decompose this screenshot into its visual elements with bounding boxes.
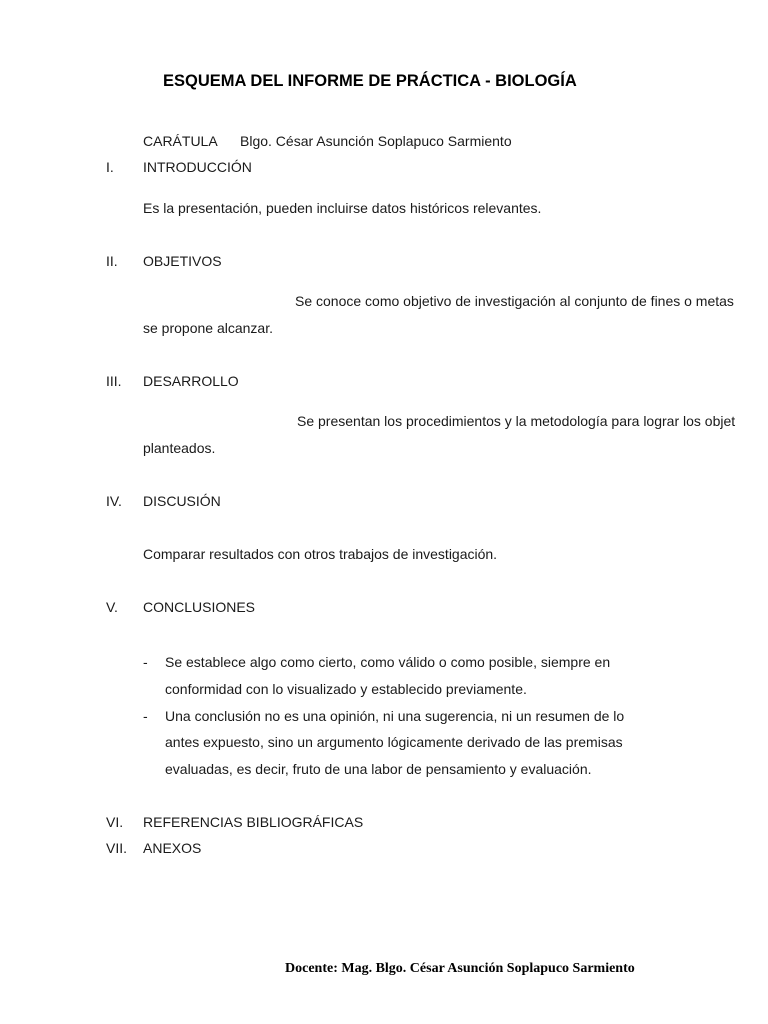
document-title: ESQUEMA DEL INFORME DE PRÁCTICA - BIOLOGÍA bbox=[163, 72, 577, 90]
section-body-introduccion: Es la presentación, pueden incluirse datos históricos relevantes. bbox=[143, 200, 542, 216]
section-body-objetivos-line2: se propone alcanzar. bbox=[143, 320, 273, 336]
section-numeral-introduccion: I. bbox=[106, 159, 114, 175]
section-numeral-discusion: IV. bbox=[106, 493, 122, 509]
section-heading-objetivos: OBJETIVOS bbox=[143, 253, 222, 269]
bullet-line: Una conclusión no es una opinión, ni una sugerencia, ni un resumen de lo bbox=[165, 708, 625, 724]
section-heading-introduccion: INTRODUCCIÓN bbox=[143, 159, 252, 175]
section-body-discusion: Comparar resultados con otros trabajos de investigación. bbox=[143, 546, 498, 562]
section-numeral-conclusiones: V. bbox=[106, 599, 118, 615]
caratula-author: Blgo. César Asunción Soplapuco Sarmiento bbox=[240, 133, 512, 149]
section-heading-referencias: REFERENCIAS BIBLIOGRÁFICAS bbox=[143, 814, 364, 830]
section-numeral-referencias: VI. bbox=[106, 814, 124, 830]
section-heading-anexos: ANEXOS bbox=[143, 840, 202, 856]
bullet-dash: - bbox=[143, 708, 148, 724]
bullet-line: evaluadas, es decir, fruto de una labor de pensamiento y evaluación. bbox=[165, 761, 592, 777]
bullet-dash: - bbox=[143, 654, 148, 670]
docente-signature-line: Docente: Mag. Blgo. César Asunción Soplapuco Sarmiento bbox=[285, 961, 635, 976]
bullet-line: antes expuesto, sino un argumento lógicamente derivado de las premisas bbox=[165, 734, 623, 750]
bullet-line: Se establece algo como cierto, como válido o como posible, siempre en bbox=[165, 654, 611, 670]
bullet-line: conformidad con lo visualizado y establecido previamente. bbox=[165, 681, 527, 697]
section-numeral-anexos: VII. bbox=[106, 840, 128, 856]
section-body-objetivos-line1: Se conoce como objetivo de investigación al conjunto de fines o metas bbox=[295, 293, 734, 309]
section-body-desarrollo-line1: Se presentan los procedimientos y la metodología para lograr los objet bbox=[297, 413, 736, 429]
section-heading-desarrollo: DESARROLLO bbox=[143, 373, 239, 389]
section-heading-conclusiones: CONCLUSIONES bbox=[143, 599, 256, 615]
section-heading-discusion: DISCUSIÓN bbox=[143, 493, 221, 509]
caratula-label: CARÁTULA bbox=[143, 133, 218, 149]
section-numeral-desarrollo: III. bbox=[106, 373, 122, 389]
section-numeral-objetivos: II. bbox=[106, 253, 118, 269]
section-body-desarrollo-line2: planteados. bbox=[143, 440, 216, 456]
